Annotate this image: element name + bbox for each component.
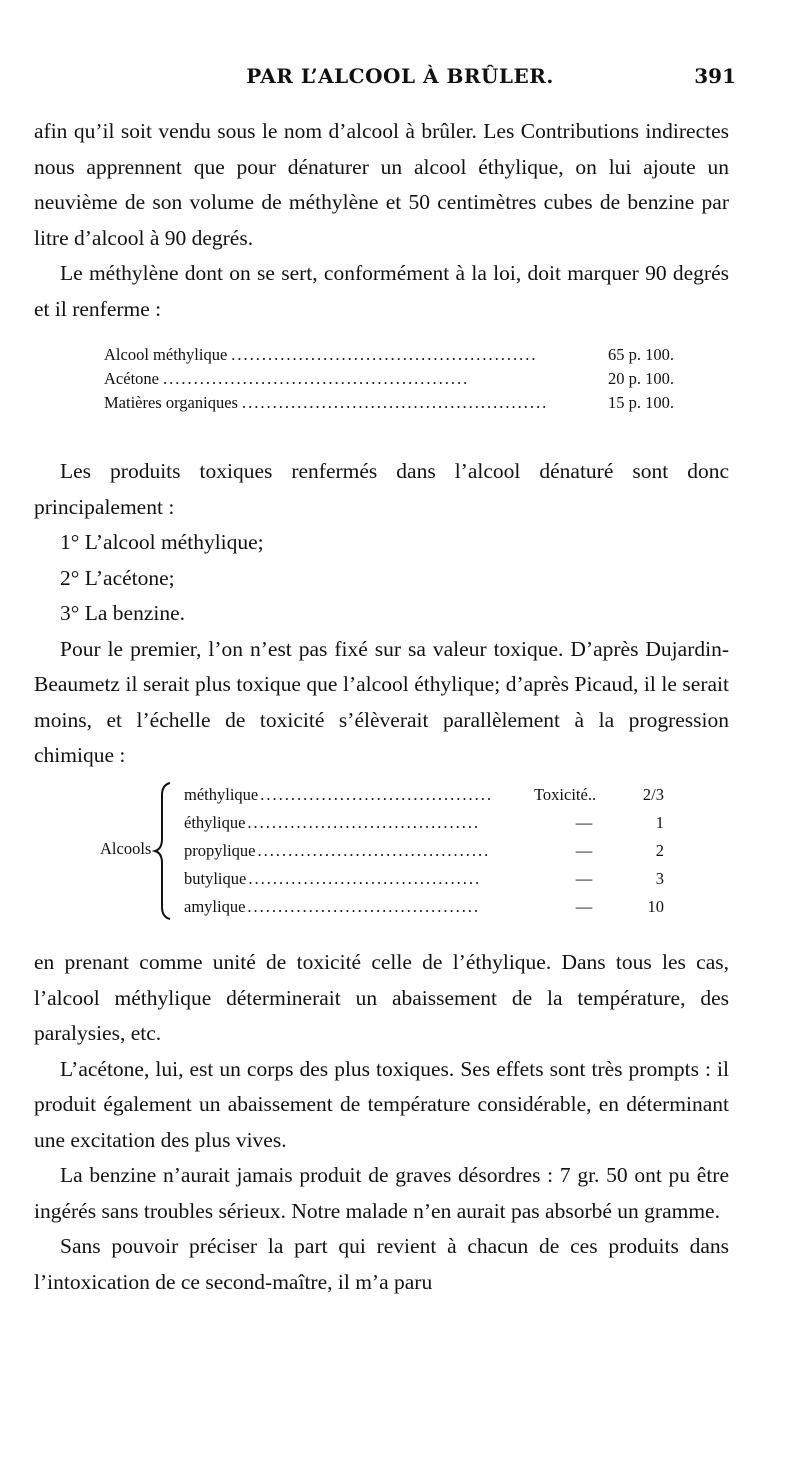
page-header bbox=[0, 60, 800, 100]
toxicity-value: 3 bbox=[655, 869, 664, 888]
leader-dots: .................................................. bbox=[231, 345, 538, 364]
ditto-dash: — bbox=[575, 841, 593, 860]
leader-dots: ...................................... bbox=[260, 785, 493, 804]
composition-name: Alcool méthylique bbox=[104, 345, 228, 364]
list-item: 3° La benzine. bbox=[60, 601, 186, 625]
paragraph: Pour le premier, l’on n’est pas fixé sur sa valeur toxique. D’après Dujardin-Beaumetz il serait plus toxique que l’alcool éthylique; d’après Picaud, il le serait moins, et l’échelle de toxicité s’élèverait parallèlement à la progression chimique : bbox=[34, 636, 729, 767]
paragraph: Les produits toxiques renfermés dans l’alcool dénaturé sont donc principalement : bbox=[34, 459, 729, 519]
composition-row bbox=[104, 367, 674, 391]
alcools-row bbox=[184, 781, 664, 809]
alcool-name: butylique bbox=[184, 869, 247, 888]
alcool-name: méthylique bbox=[184, 785, 259, 804]
toxicity-value: 2 bbox=[655, 841, 664, 860]
top-text bbox=[34, 114, 729, 327]
alcools-table bbox=[100, 781, 700, 931]
toxicity-column: Toxicité.. bbox=[534, 785, 597, 804]
running-title: PAR L’ALCOOL À BRÛLER. bbox=[246, 64, 554, 88]
composition-table bbox=[104, 343, 674, 415]
list-item: 2° L’acétone; bbox=[60, 565, 175, 590]
paragraph: Le méthylène dont on se sert, conformément à la loi, doit marquer 90 degrés et il renferme : bbox=[34, 261, 729, 321]
toxicity-value: 10 bbox=[647, 897, 664, 916]
toxicity-value: 1 bbox=[655, 813, 664, 832]
middle-text bbox=[34, 454, 729, 774]
page-number: 391 bbox=[694, 64, 736, 88]
composition-value: 15 p. 100. bbox=[608, 393, 674, 412]
composition-value: 20 p. 100. bbox=[608, 369, 674, 388]
alcools-label: Alcools bbox=[100, 839, 152, 858]
list-item: 1° L’alcool méthylique; bbox=[60, 530, 264, 554]
composition-row bbox=[104, 391, 674, 415]
alcool-name: propylique bbox=[184, 841, 256, 860]
paragraph: Sans pouvoir préciser la part qui revient à chacun de ces produits dans l’intoxication de ce second-maître, il m’a paru bbox=[34, 1234, 729, 1294]
composition-name: Acétone bbox=[104, 369, 159, 388]
leader-dots: .................................................. bbox=[241, 393, 549, 412]
paragraph: afin qu’il soit vendu sous le nom d’alcool à brûler. Les Contributions indirectes nous apprennent que pour dénaturer un alcool éthylique, on lui ajoute un neuvième de son volume de méthylène et 50 centimètres cubes de benzine par litre d’alcool à 90 degrés. bbox=[34, 119, 729, 250]
leader-dots: .................................................. bbox=[162, 369, 470, 388]
alcools-row bbox=[184, 865, 664, 893]
alcools-rows bbox=[184, 781, 664, 921]
alcool-name: amylique bbox=[184, 897, 246, 916]
paragraph: La benzine n’aurait jamais produit de graves désordres : 7 gr. 50 ont pu être ingérés sans troubles sérieux. Notre malade n’en aurait pas absorbé un gramme. bbox=[34, 1163, 729, 1223]
leader-dots: ...................................... bbox=[247, 813, 481, 832]
ditto-dash: — bbox=[575, 869, 593, 888]
composition-value: 65 p. 100. bbox=[608, 345, 674, 364]
alcool-name: éthylique bbox=[184, 813, 246, 832]
alcools-row bbox=[184, 837, 664, 865]
paragraph: L’acétone, lui, est un corps des plus toxiques. Ses effets sont très prompts : il produit également un abaissement de température considérable, en déterminant une excitation des plus vives. bbox=[34, 1056, 729, 1152]
alcools-row bbox=[184, 893, 664, 921]
composition-row bbox=[104, 343, 674, 367]
toxicity-value: 2/3 bbox=[642, 785, 664, 804]
bottom-text bbox=[34, 945, 729, 1300]
composition-name: Matières organiques bbox=[104, 393, 238, 412]
paragraph: en prenant comme unité de toxicité celle de l’éthylique. Dans tous les cas, l’alcool méthylique déterminerait un abaissement de la température, des paralysies, etc. bbox=[34, 950, 729, 1045]
brace-icon bbox=[152, 781, 176, 921]
ditto-dash: — bbox=[575, 897, 593, 916]
ditto-dash: — bbox=[575, 813, 593, 832]
alcools-row bbox=[184, 809, 664, 837]
leader-dots: ...................................... bbox=[247, 897, 481, 916]
leader-dots: ...................................... bbox=[248, 869, 482, 888]
leader-dots: ...................................... bbox=[257, 841, 491, 860]
